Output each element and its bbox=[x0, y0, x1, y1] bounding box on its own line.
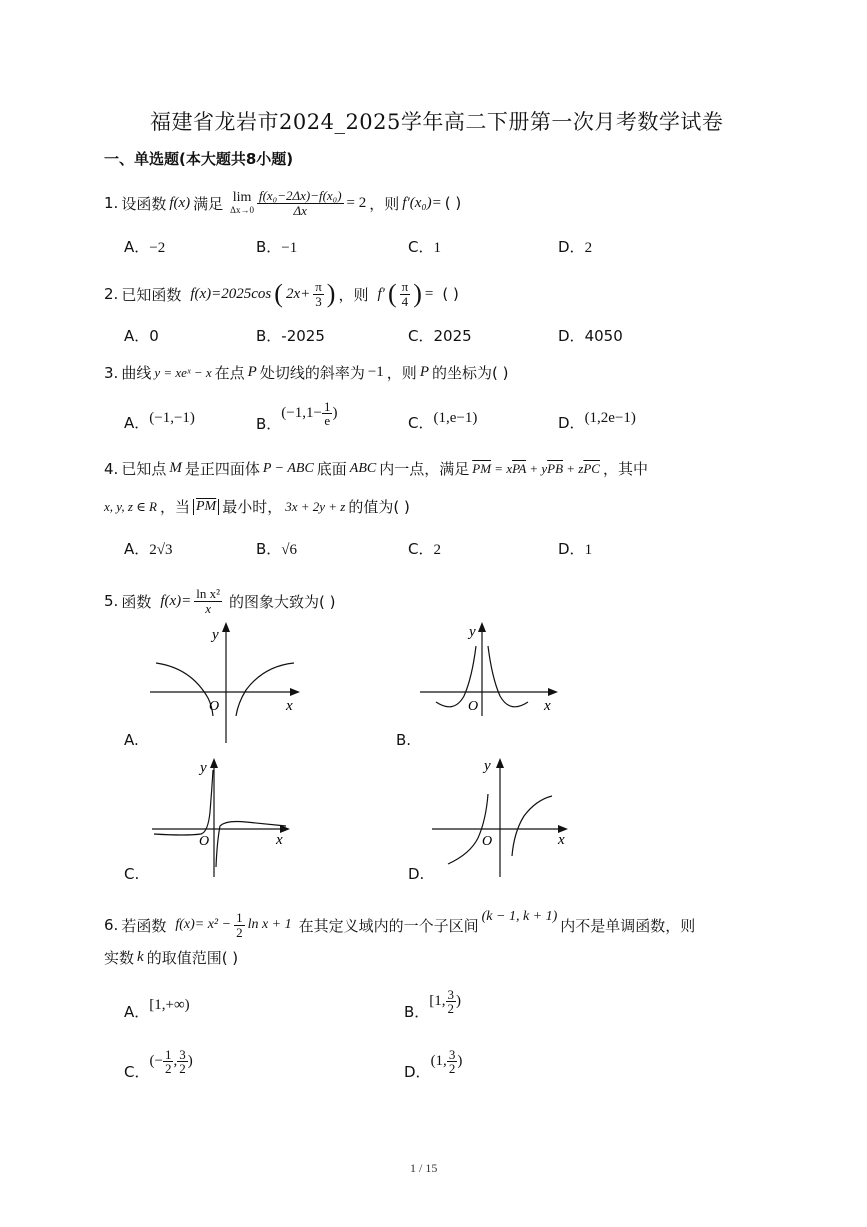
y-axis-arrow bbox=[478, 622, 486, 632]
q2-option-c[interactable]: C．2025 bbox=[408, 327, 472, 345]
svg-text:x: x bbox=[276, 832, 283, 848]
q5-option-c[interactable]: C. bbox=[124, 865, 140, 883]
q6-option-d[interactable]: D． (1, $\frac{3}{2}$ ) bbox=[404, 1046, 463, 1081]
q2-option-a[interactable]: A．0 bbox=[124, 327, 159, 345]
question-4: 4. 已知点 M 是正四面体 P − ABC 底面 ABC 内一点，满足 $\overline{PM} = x\overline{PA} + y\overline{PB} + z\overline{PC}$ ，其中 bbox=[104, 459, 648, 478]
svg-text:y: y bbox=[200, 760, 207, 776]
q2-option-d[interactable]: D．4050 bbox=[558, 327, 623, 345]
y-axis-arrow bbox=[496, 758, 504, 768]
x-axis-arrow bbox=[290, 688, 300, 696]
q2-option-b[interactable]: B．-2025 bbox=[256, 327, 325, 345]
question-1: 1. 设函数 f(x) 满足 lim Δx→0 $\frac{\text{f(x₀−2Δx)−f(x₀)}}{\Delta x}$ = 2 ，则 f′(x₀)= ( ) bbox=[104, 187, 462, 218]
q1-option-c[interactable]: C．1 bbox=[408, 238, 441, 256]
svg-text:O: O bbox=[482, 834, 493, 849]
q6-option-b[interactable]: B． [1, $\frac{3}{2}$ ) bbox=[404, 986, 462, 1021]
q3-option-a[interactable]: A． (−1,−1) bbox=[124, 410, 195, 432]
q4-option-a[interactable]: A．2√3 bbox=[124, 540, 173, 558]
question-6-line2: 实数 k 的取值范围( ) bbox=[104, 949, 239, 967]
question-5: 5. 函数 f(x)= $\frac{\text{ln x²}}{x}$ 的图象大致为( ) bbox=[104, 585, 336, 616]
q6-option-c[interactable]: C． (− $\frac{1}{2}$ , $\frac{3}{2}$ ) bbox=[124, 1046, 193, 1081]
q1-option-d[interactable]: D．2 bbox=[558, 238, 593, 256]
q5-option-d[interactable]: D. bbox=[408, 865, 425, 883]
limit-expression: lim Δx→0 bbox=[230, 189, 254, 215]
question-2: 2. 已知函数 f(x)=2025cos ( 2x+ $\frac{\pi}{3}$ ) ，则 f′ ( $\frac{\pi}{4}$ ) = ( ) bbox=[104, 278, 459, 309]
svg-text:x: x bbox=[544, 698, 551, 714]
graph-d bbox=[426, 752, 576, 882]
svg-text:O: O bbox=[209, 699, 220, 714]
limit-fraction: $\frac{\text{f(x₀−2Δx)−f(x₀)}}{\Delta x}$ bbox=[258, 187, 342, 218]
graph-b bbox=[414, 618, 564, 718]
question-3: 3. 曲线 y = xeˣ − x 在点 P 处切线的斜率为 −1 ，则 P 的坐标为( ) bbox=[104, 363, 509, 382]
svg-text:x: x bbox=[286, 698, 293, 714]
q4-option-d[interactable]: D．1 bbox=[558, 540, 593, 558]
svg-text:y: y bbox=[469, 624, 476, 640]
curve-right bbox=[512, 796, 552, 856]
q1-option-a[interactable]: A．−2 bbox=[124, 238, 166, 256]
q3-option-c[interactable]: C． (1,e−1) bbox=[408, 410, 478, 432]
q4-option-c[interactable]: C．2 bbox=[408, 540, 441, 558]
q3-option-b[interactable]: B． (−1,1− $\frac{1}{e}$ ) bbox=[256, 398, 338, 433]
y-axis-arrow bbox=[222, 622, 230, 632]
q1-option-b[interactable]: B．−1 bbox=[256, 238, 298, 256]
graph-c bbox=[146, 752, 296, 882]
curve-left bbox=[156, 663, 213, 716]
svg-text:y: y bbox=[484, 758, 491, 774]
page-number: 1 / 15 bbox=[410, 1161, 438, 1175]
svg-text:O: O bbox=[199, 834, 210, 849]
svg-text:x: x bbox=[558, 832, 565, 848]
svg-text:y: y bbox=[212, 627, 219, 643]
curve-right bbox=[488, 646, 528, 707]
q4-option-b[interactable]: B．√6 bbox=[256, 540, 298, 558]
section-heading: 一、单选题(本大题共8小题) bbox=[104, 150, 294, 168]
y-axis-arrow bbox=[210, 758, 218, 768]
q3-option-d[interactable]: D． (1,2e−1) bbox=[558, 410, 636, 432]
q5-option-b[interactable]: B. bbox=[396, 731, 412, 749]
graph-a bbox=[146, 618, 306, 748]
page-title: 福建省龙岩市2024_2025学年高二下册第一次月考数学试卷 bbox=[150, 110, 724, 134]
curve-left bbox=[154, 770, 213, 835]
question-4-line2: x, y, z ∈ R ，当 $\overline{PM}$ 最小时， 3x + 2y + z 的值为( ) bbox=[104, 498, 410, 516]
svg-text:O: O bbox=[468, 699, 479, 714]
question-6: 6. 若函数 f(x)= x² − $\frac{1}{2}$ ln x + 1 在其定义域内的一个子区间 (k − 1, k + 1) 内不是单调函数，则 bbox=[104, 909, 696, 940]
x-axis-arrow bbox=[548, 688, 558, 696]
curve-left bbox=[436, 646, 476, 707]
q5-option-a[interactable]: A. bbox=[124, 731, 139, 749]
q6-option-a[interactable]: A． [1,+∞) bbox=[124, 997, 190, 1021]
